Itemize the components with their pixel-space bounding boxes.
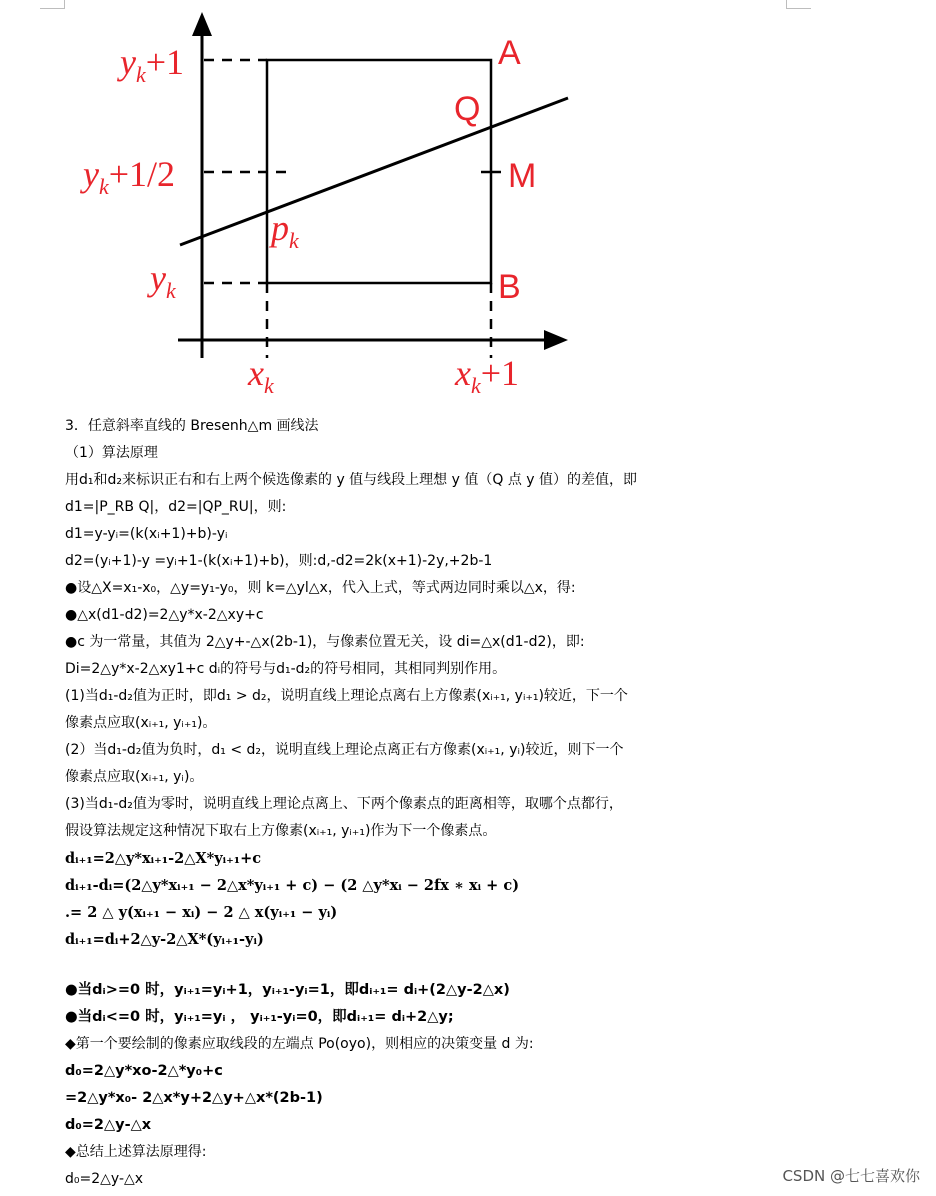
page-corner-mark-right [786, 0, 811, 9]
document-body [65, 413, 805, 1193]
paragraph-gap [65, 953, 805, 977]
formula-line: ●当dᵢ>=0 时，yᵢ₊₁=yᵢ+1，yᵢ₊₁-yᵢ=1，即dᵢ₊₁= dᵢ+(2△y-2△x) [65, 982, 510, 998]
formula-line: d₀=2△y-△x [65, 1117, 152, 1133]
label-xk: $x_k$ [248, 353, 274, 398]
formula-line: d₀=2△y*xo-2△*y₀+c [65, 1063, 223, 1079]
text-line: (2）当d₁-d₂值为负时，d₁ < d₂，说明直线上理论点离正右方像素(xᵢ₊₁, yᵢ)较近，则下一个 [65, 742, 624, 758]
formula-line: .= 2 △ y(xᵢ₊₁ − xᵢ) − 2 △ x(yᵢ₊₁ − yᵢ) [65, 904, 338, 921]
text-line: Di=2△y*x-2△xy1+c dᵢ的符号与d₁-d₂的符号相同，其相同判别作用。 [65, 661, 507, 677]
csdn-watermark: CSDN @七七喜欢你 [782, 1167, 920, 1185]
text-line: (3)当d₁-d₂值为零时，说明直线上理论点离上、下两个像素点的距离相等，取哪个点都行， [65, 796, 623, 812]
text-line: d₀=2△y-△x [65, 1171, 144, 1187]
formula-line: dᵢ₊₁-dᵢ=(2△y*xᵢ₊₁ − 2△x*yᵢ₊₁ + c) − (2 △y*xᵢ − 2fx ∗ xᵢ + c) [65, 877, 520, 894]
text-line: ●△x(d1-d2)=2△y*x-2△xy+c [65, 607, 264, 623]
label-point-b: B [498, 268, 521, 306]
subsection-heading: （1）算法原理 [65, 445, 158, 461]
text-line: 用d₁和d₂来标识正右和右上两个候选像素的 y 值与线段上理想 y 值（Q 点 y 值）的差值，即 [65, 472, 638, 488]
text-line: d1=y-yᵢ=(k(xᵢ+1)+b)-yᵢ [65, 526, 228, 542]
text-line: (1)当d₁-d₂值为正时，即d₁ > d₂，说明直线上理论点离右上方像素(xᵢ₊₁, yᵢ₊₁)较近，下一个 [65, 688, 628, 704]
formula-line: dᵢ₊₁=dᵢ+2△y-2△X*(yᵢ₊₁-yᵢ) [65, 931, 264, 948]
label-yk-plus-1: $y_k+1$ [120, 42, 185, 87]
label-point-q: Q [454, 90, 481, 128]
text-line: ●设△X=x₁-x₀，△y=y₁-y₀，则 k=△yl△x，代入上式，等式两边同时乘以△x，得: [65, 580, 576, 596]
formula-line: =2△y*x₀- 2△x*y+2△y+△x*(2b-1) [65, 1090, 323, 1106]
text-line: 假设算法规定这种情况下取右上方像素(xᵢ₊₁, yᵢ₊₁)作为下一个像素点。 [65, 823, 497, 839]
text-line: 像素点应取(xᵢ₊₁, yᵢ)。 [65, 769, 204, 785]
label-xk-plus-1: $x_k+1$ [455, 353, 520, 398]
label-yk-plus-half: $y_k+1/2$ [83, 154, 176, 199]
section-heading: 3．任意斜率直线的 Bresenh△m 画线法 [65, 418, 319, 434]
text-line: d2=(yᵢ+1)-y =yᵢ+1-(k(xᵢ+1)+b)，则:d,-d2=2k(x+1)-2y,+2b-1 [65, 553, 493, 569]
y-axis-arrow [192, 12, 212, 36]
label-yk: $y_k$ [150, 258, 176, 303]
formula-line: ●当dᵢ<=0 时，yᵢ₊₁=yᵢ ， yᵢ₊₁-yᵢ=0，即dᵢ₊₁= dᵢ+2△y; [65, 1009, 454, 1025]
label-pk: $p_k$ [271, 208, 299, 253]
text-line: 像素点应取(xᵢ₊₁, yᵢ₊₁)。 [65, 715, 217, 731]
bresenham-diagram [0, 0, 600, 405]
text-line: ●c 为一常量，其值为 2△y+-△x(2b-1)，与像素位置无关，设 di=△x(d1-d2)，即: [65, 634, 585, 650]
formula-line: dᵢ₊₁=2△y*xᵢ₊₁-2△X*yᵢ₊₁+c [65, 850, 262, 867]
x-axis-arrow [544, 330, 568, 350]
label-point-m: M [508, 157, 537, 195]
text-line: ◆第一个要绘制的像素应取线段的左端点 Po(oyo)，则相应的决策变量 d 为: [65, 1036, 534, 1052]
text-line: d1=|P_RB Q|，d2=|QP_RU|，则: [65, 499, 287, 515]
label-point-a: A [498, 34, 521, 72]
text-line: ◆总结上述算法原理得: [65, 1144, 207, 1160]
